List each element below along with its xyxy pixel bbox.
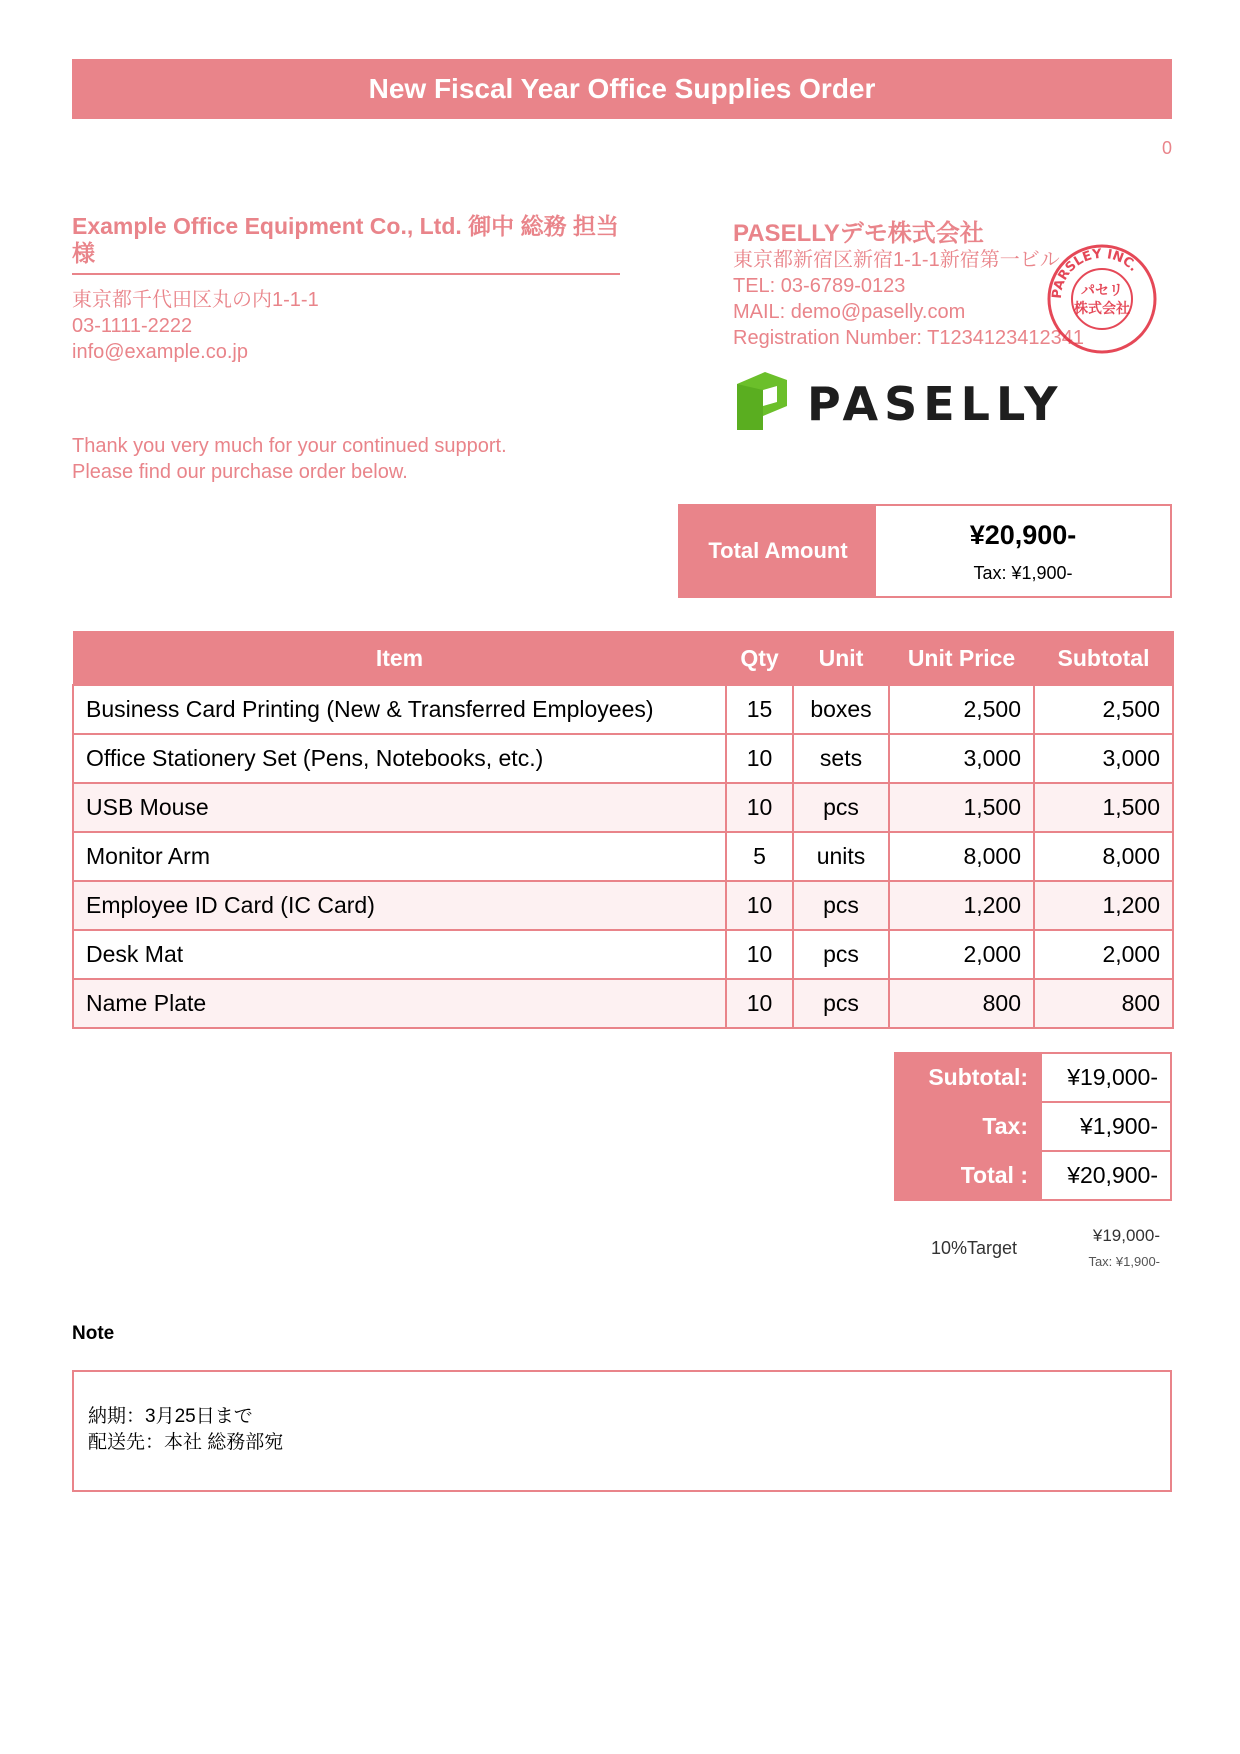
item-subtotal: 1,500 bbox=[1034, 783, 1173, 832]
svg-text:PARSLEY INC.: PARSLEY INC. bbox=[1049, 246, 1141, 300]
note-line-2: 配送先：本社 総務部宛 bbox=[88, 1432, 284, 1453]
sender-registration: Registration Number: T1234123412341 bbox=[733, 327, 1084, 349]
total-amount-value: ¥20,900- bbox=[969, 520, 1077, 550]
svg-text:パセリ: パセリ bbox=[1081, 283, 1123, 299]
total-amount-box bbox=[678, 504, 1172, 598]
recipient-email: info@example.co.jp bbox=[72, 341, 248, 363]
sender-address: 東京都新宿区新宿1-1-1新宿第一ビル bbox=[733, 249, 1060, 271]
item-unit-price: 2,500 bbox=[889, 685, 1034, 734]
recipient-name: Example Office Equipment Co., Ltd. 御中 総務 担当 様 bbox=[72, 213, 620, 275]
header-unit-price: Unit Price bbox=[889, 632, 1034, 686]
header-unit: Unit bbox=[793, 632, 889, 686]
svg-text:株式会社: 株式会社 bbox=[1074, 301, 1130, 317]
item-unit: boxes bbox=[793, 685, 889, 734]
sender-tel: TEL: 03-6789-0123 bbox=[733, 275, 906, 297]
item-name: Business Card Printing (New & Transferred Employees) bbox=[73, 685, 726, 734]
header-subtotal: Subtotal bbox=[1034, 632, 1173, 686]
summary-subtotal-label: Subtotal: bbox=[895, 1053, 1041, 1102]
item-qty: 15 bbox=[726, 685, 793, 734]
recipient-details bbox=[72, 287, 319, 365]
greeting-line-2: Please find our purchase order below. bbox=[72, 461, 408, 483]
greeting-line-1: Thank you very much for your continued support. bbox=[72, 435, 507, 457]
summary-total-value: ¥20,900- bbox=[1041, 1151, 1171, 1200]
item-unit: pcs bbox=[793, 783, 889, 832]
document-title: New Fiscal Year Office Supplies Order bbox=[72, 59, 1172, 119]
item-unit-price: 2,000 bbox=[889, 930, 1034, 979]
table-row bbox=[73, 979, 1173, 1028]
greeting bbox=[72, 433, 507, 485]
summary-subtotal-row bbox=[895, 1053, 1171, 1102]
item-subtotal: 8,000 bbox=[1034, 832, 1173, 881]
recipient-phone: 03-1111-2222 bbox=[72, 315, 193, 337]
item-unit: units bbox=[793, 832, 889, 881]
item-subtotal: 1,200 bbox=[1034, 881, 1173, 930]
total-amount-value-cell bbox=[876, 506, 1170, 596]
item-qty: 10 bbox=[726, 930, 793, 979]
tax-target-amount: ¥19,000- bbox=[1092, 1226, 1160, 1245]
table-row bbox=[73, 832, 1173, 881]
summary-total-row bbox=[895, 1151, 1171, 1200]
note-line-1: 納期：3月25日まで bbox=[88, 1406, 253, 1427]
summary-tax-value: ¥1,900- bbox=[1041, 1102, 1171, 1151]
sender-name: PASELLYデモ株式会社 bbox=[733, 220, 984, 247]
item-unit: pcs bbox=[793, 881, 889, 930]
table-row bbox=[73, 930, 1173, 979]
item-qty: 5 bbox=[726, 832, 793, 881]
items-table bbox=[72, 631, 1174, 1029]
item-name: Employee ID Card (IC Card) bbox=[73, 881, 726, 930]
item-subtotal: 3,000 bbox=[1034, 734, 1173, 783]
item-name: Monitor Arm bbox=[73, 832, 726, 881]
item-unit: pcs bbox=[793, 930, 889, 979]
page-number: 0 bbox=[1161, 138, 1172, 158]
tax-target-label: 10%Target bbox=[931, 1238, 1018, 1258]
item-unit: pcs bbox=[793, 979, 889, 1028]
item-unit-price: 800 bbox=[889, 979, 1034, 1028]
svg-text:PASELLY: PASELLY bbox=[807, 377, 1063, 431]
items-table-header bbox=[73, 632, 1173, 686]
item-subtotal: 800 bbox=[1034, 979, 1173, 1028]
item-subtotal: 2,000 bbox=[1034, 930, 1173, 979]
item-unit-price: 3,000 bbox=[889, 734, 1034, 783]
summary-subtotal-value: ¥19,000- bbox=[1041, 1053, 1171, 1102]
item-qty: 10 bbox=[726, 881, 793, 930]
summary-tax-label: Tax: bbox=[895, 1102, 1041, 1151]
item-qty: 10 bbox=[726, 783, 793, 832]
item-name: Desk Mat bbox=[73, 930, 726, 979]
note-box bbox=[72, 1370, 1172, 1492]
company-seal bbox=[1046, 243, 1158, 355]
summary-tax-row bbox=[895, 1102, 1171, 1151]
paselly-logo bbox=[733, 370, 1063, 432]
total-amount-tax: Tax: ¥1,900- bbox=[973, 563, 1073, 583]
item-qty: 10 bbox=[726, 979, 793, 1028]
table-row bbox=[73, 685, 1173, 734]
item-name: USB Mouse bbox=[73, 783, 726, 832]
item-unit-price: 1,500 bbox=[889, 783, 1034, 832]
tax-target-tax: Tax: ¥1,900- bbox=[1088, 1254, 1160, 1269]
sender-mail: MAIL: demo@paselly.com bbox=[733, 301, 966, 323]
summary-total-label: Total : bbox=[895, 1151, 1041, 1200]
item-unit-price: 8,000 bbox=[889, 832, 1034, 881]
table-row bbox=[73, 783, 1173, 832]
summary-table bbox=[894, 1052, 1172, 1201]
item-unit: sets bbox=[793, 734, 889, 783]
item-name: Office Stationery Set (Pens, Notebooks, etc.) bbox=[73, 734, 726, 783]
table-row bbox=[73, 881, 1173, 930]
total-amount-label: Total Amount bbox=[680, 506, 876, 596]
note-label: Note bbox=[72, 1323, 115, 1344]
item-unit-price: 1,200 bbox=[889, 881, 1034, 930]
sender-details bbox=[733, 247, 1084, 351]
header-item: Item bbox=[73, 632, 726, 686]
item-subtotal: 2,500 bbox=[1034, 685, 1173, 734]
header-qty: Qty bbox=[726, 632, 793, 686]
item-name: Name Plate bbox=[73, 979, 726, 1028]
table-row bbox=[73, 734, 1173, 783]
item-qty: 10 bbox=[726, 734, 793, 783]
recipient-address: 東京都千代田区丸の内1-1-1 bbox=[72, 289, 319, 311]
